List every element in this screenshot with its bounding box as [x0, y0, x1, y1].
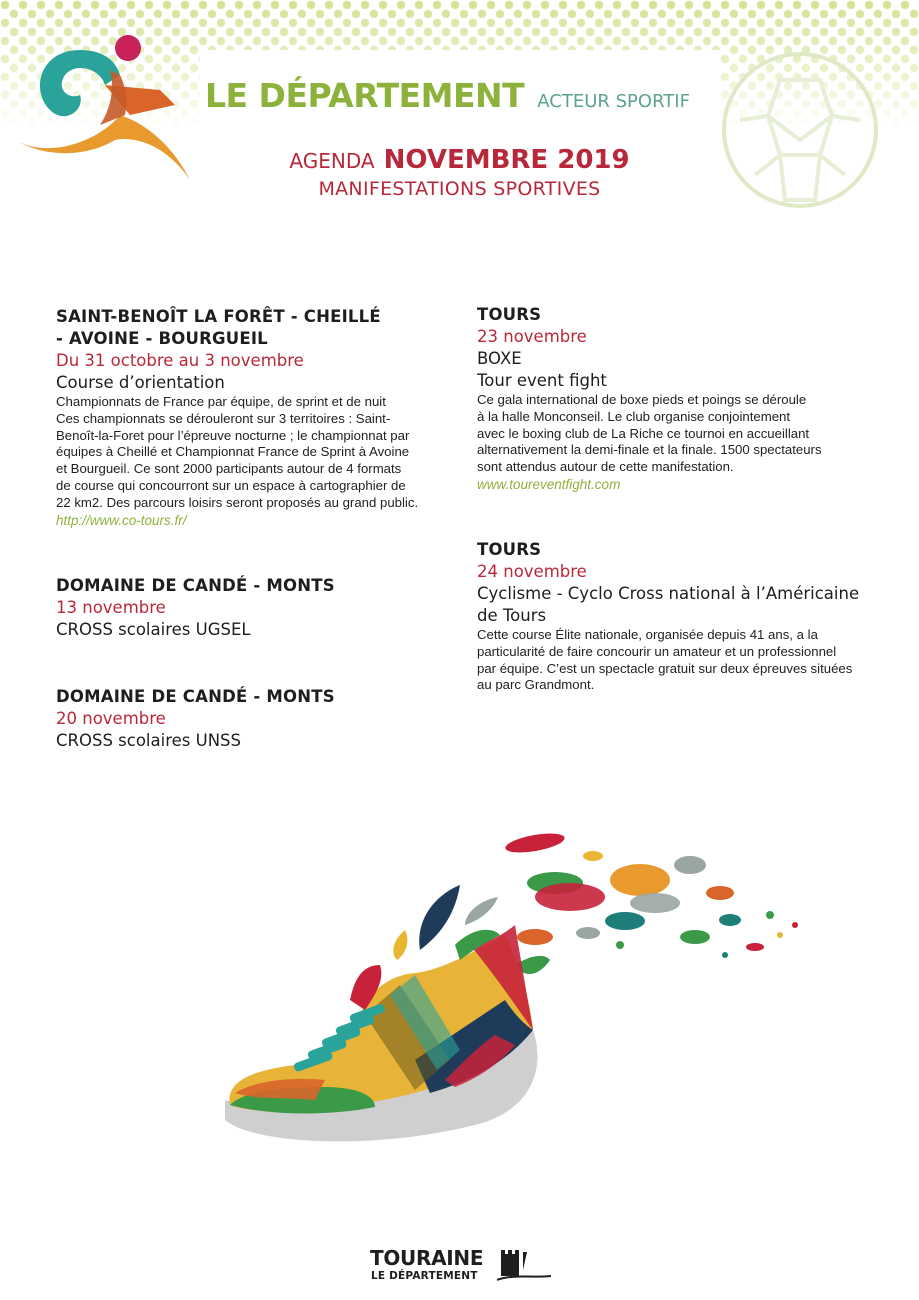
header-title: [205, 76, 690, 115]
event-cross-ugsel: [56, 575, 456, 641]
event-boxe: [477, 304, 887, 494]
desc-line: Cette course Élite nationale, organisée depuis 41 ans, a la: [477, 627, 818, 642]
event-place: TOURS: [477, 540, 542, 559]
desc-line: Ce gala international de boxe pieds et poings se déroule: [477, 392, 807, 407]
footer-brand: TOURAINE: [370, 1246, 484, 1270]
event-place: - AVOINE - BOURGUEIL: [56, 329, 268, 348]
event-date: 24 novembre: [477, 562, 587, 581]
event-name: Cyclisme - Cyclo Cross national à l’Américaine: [477, 584, 860, 603]
event-date: 13 novembre: [56, 598, 166, 617]
desc-line: à la halle Monconseil. Le club organise conjointement: [477, 408, 791, 424]
event-place: TOURS: [477, 305, 542, 324]
event-name: de Tours: [477, 606, 547, 625]
desc-line: équipes à Cheillé et Championnat France de Sprint à Avoine: [56, 444, 410, 460]
desc-line: Benoît-la-Foret pour l’épreuve nocturne ; le championnat par: [56, 427, 410, 443]
event-description: [56, 394, 456, 512]
event-name: Course d’orientation: [56, 373, 225, 392]
footer-logo: [370, 1246, 555, 1286]
event-description: [477, 392, 887, 476]
event-category: BOXE: [477, 349, 522, 368]
title-main: LE DÉPARTEMENT: [205, 76, 525, 115]
event-cross-unss: [56, 686, 456, 752]
desc-line: de course qui concourront sur un espace à cartographier de: [56, 477, 406, 493]
event-link[interactable]: http://www.co-tours.fr/: [56, 512, 187, 528]
desc-line: sont attendus autour de cette manifestation.: [477, 459, 734, 475]
desc-line: alternativement la demi-finale et la finale. 1500 spectateurs: [477, 442, 822, 458]
event-place: DOMAINE DE CANDÉ - MONTS: [56, 687, 335, 706]
desc-line: par équipe. C’est un spectacle gratuit sur deux épreuves situées: [477, 660, 853, 676]
event-date: Du 31 octobre au 3 novembre: [56, 351, 304, 370]
desc-line: Championnats de France par équipe, de sprint et de nuit: [56, 394, 386, 409]
agenda-title: [0, 145, 919, 175]
event-name: CROSS scolaires UNSS: [56, 731, 241, 750]
desc-line: avec le boxing club de La Riche ce tournoi en accueillant: [477, 425, 810, 441]
event-place: DOMAINE DE CANDÉ - MONTS: [56, 576, 335, 595]
desc-line: et Bourgueil. Ce sont 2000 participants autour de 4 formats: [56, 461, 402, 477]
agenda-subtitle: MANIFESTATIONS SPORTIVES: [318, 178, 601, 200]
desc-line: 22 km2. Des parcours loisirs seront proposés au grand public.: [56, 494, 419, 510]
event-date: 23 novembre: [477, 327, 587, 346]
sneaker-illustration: [215, 825, 815, 1155]
desc-line: au parc Grandmont.: [477, 677, 595, 693]
desc-line: particularité de faire concourir un amateur et un professionnel: [477, 643, 837, 659]
event-orientation: [56, 306, 456, 530]
event-place: SAINT-BENOÎT LA FORÊT - CHEILLÉ: [56, 307, 381, 326]
footer-brand-sub: LE DÉPARTEMENT: [371, 1270, 478, 1282]
event-description: [477, 627, 897, 694]
tower-icon: [497, 1248, 551, 1284]
event-date: 20 novembre: [56, 709, 166, 728]
event-cyclocross: [477, 539, 897, 694]
event-link[interactable]: www.toureventfight.com: [477, 476, 621, 492]
event-name: CROSS scolaires UGSEL: [56, 620, 251, 639]
title-sub: ACTEUR SPORTIF: [537, 91, 690, 112]
agenda-month: NOVEMBRE 2019: [383, 145, 630, 175]
event-name: Tour event fight: [477, 371, 607, 390]
agenda-label: AGENDA: [289, 149, 375, 173]
desc-line: Ces championnats se dérouleront sur 3 territoires : Saint-: [56, 410, 391, 426]
